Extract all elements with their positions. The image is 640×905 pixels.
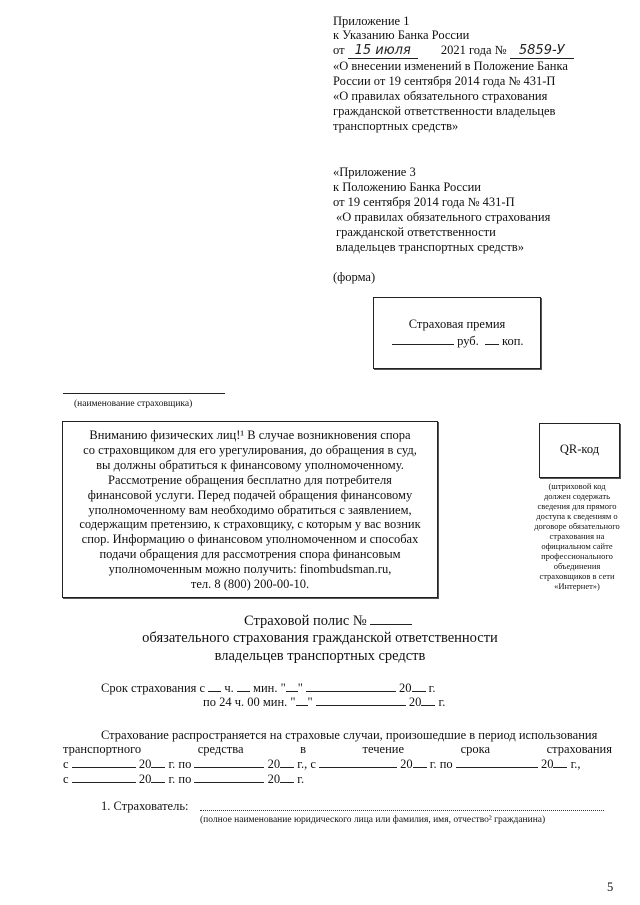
appendix-1-date-row — [333, 43, 574, 59]
qr-caption-line: должен содержать — [543, 491, 611, 501]
year-prefix: 20 — [540, 757, 554, 771]
rub-blank[interactable] — [392, 333, 454, 345]
quote-close: " — [297, 681, 303, 695]
quote-close: " — [307, 695, 313, 709]
notice-line: со страховщиком для его урегулирования, до обращения в суд, — [83, 442, 417, 457]
period3-start-year[interactable] — [151, 771, 165, 783]
term-start-month[interactable] — [306, 680, 396, 692]
handwritten-number: 5859-У — [510, 44, 574, 59]
period2-end[interactable] — [456, 756, 538, 768]
year-prefix: 20 — [400, 757, 413, 771]
notice-line: финансовой услуги. Перед подачей обращения финансовому — [87, 487, 413, 502]
term-start-hour[interactable] — [208, 680, 221, 692]
qr-caption-line: сведения для прямого — [537, 501, 617, 511]
from-label: с — [63, 772, 69, 786]
appendix-3-line6: владельцев транспортных средств» — [336, 240, 524, 254]
period2-start-year[interactable] — [413, 756, 427, 768]
period1-end[interactable] — [194, 756, 264, 768]
qr-caption-line: «Интернет») — [554, 581, 600, 591]
qr-caption-line: объединения — [553, 561, 601, 571]
policy-title-text: Страховой полис № — [244, 613, 367, 629]
form-label: (форма) — [333, 270, 376, 284]
qr-caption-line: договоре обязательного — [534, 521, 620, 531]
from-label: с — [63, 757, 69, 771]
coverage-word: транспортного — [63, 742, 142, 756]
rub-label: руб. — [457, 334, 479, 348]
policy-subtitle-1: обязательного страхования гражданской ответственности — [142, 630, 498, 646]
policy-number-blank[interactable] — [370, 612, 412, 625]
year-suffix: г., — [570, 757, 581, 771]
qr-caption-line: профессионального — [541, 551, 613, 561]
insured-caption: (полное наименование юридического лица или фамилия, имя, отчество² гражданина) — [200, 815, 546, 825]
notice-line: уполномоченному вам необходимо обратиться с заявлением, — [88, 502, 412, 517]
notice-box — [62, 421, 438, 598]
year-suffix: г. — [438, 695, 446, 709]
coverage-line-2 — [63, 742, 612, 757]
period3-end[interactable] — [194, 771, 264, 783]
year-prefix: 20 — [267, 772, 281, 786]
kop-label: коп. — [502, 334, 524, 348]
coverage-word: средства — [197, 742, 244, 756]
appendix-1-line7: гражданской ответственности владельцев — [333, 104, 556, 118]
period1-end-year[interactable] — [280, 756, 294, 768]
appendix-1-ref: к Указанию Банка России — [333, 28, 470, 42]
term-end-month[interactable] — [316, 694, 406, 706]
term-from-label: Срок страхования с — [101, 681, 206, 695]
premium-title: Страховая премия — [408, 317, 506, 331]
policy-title — [244, 612, 412, 629]
year-text: 2021 года № — [440, 43, 507, 57]
from-label: с — [310, 757, 316, 771]
qr-code-label: QR-код — [559, 442, 600, 456]
term-start-day[interactable] — [286, 680, 298, 692]
appendix-1-line5: России от 19 сентября 2014 года № 431-П — [333, 74, 556, 88]
notice-line: уполномоченным можно получить: finombudsman.ru, — [108, 562, 392, 577]
appendix-1-line8: транспортных средств» — [333, 119, 459, 133]
period2-start[interactable] — [319, 756, 397, 768]
appendix-3-line4: «О правилах обязательного страхования — [336, 210, 551, 224]
year-suffix: г. — [297, 772, 305, 786]
notice-line: Вниманию физических лиц!¹ В случае возникновения спора — [89, 428, 411, 442]
appendix-1-line6: «О правилах обязательного страхования — [333, 89, 548, 103]
coverage-word: в — [300, 742, 306, 756]
period1-start-year[interactable] — [151, 756, 165, 768]
year-prefix: 20 — [138, 757, 152, 771]
qr-caption-line: (штриховой код — [548, 481, 606, 491]
qr-caption-line: страхования на — [549, 531, 605, 541]
year-suffix: г., — [297, 757, 308, 771]
coverage-line-1: Страхование распространяется на страховые случаи, произошедшие в период использования — [101, 728, 598, 742]
insured-label: 1. Страхователь: — [101, 799, 189, 813]
appendix-3-date: от 19 сентября 2014 года № 431-П — [333, 195, 515, 209]
term-end-row — [203, 694, 445, 709]
qr-caption-line: официальном сайте — [541, 541, 613, 551]
coverage-period-row-2 — [63, 771, 304, 786]
appendix-3-line5: гражданской ответственности — [336, 225, 496, 239]
policy-subtitle-2: владельцев транспортных средств — [214, 648, 426, 664]
notice-line: подачи обращения для рассмотрения спора финансовым — [99, 547, 401, 562]
notice-line: тел. 8 (800) 200-00-10. — [190, 577, 310, 591]
notice-line: содержащим претензию, к страховщику, с которым у вас возник — [79, 517, 421, 532]
year-prefix: 20 — [399, 681, 412, 695]
premium-amount-row — [392, 333, 524, 348]
appendix-3-title: «Приложение 3 — [333, 165, 416, 179]
insurer-name-line[interactable] — [63, 393, 225, 394]
minute-label: мин. " — [253, 681, 286, 695]
handwritten-date: 15 июля — [348, 44, 418, 59]
term-to-label: по 24 ч. 00 мин. " — [203, 695, 296, 709]
premium-box — [373, 297, 541, 369]
notice-line: вы должны обратиться к финансовому уполномоченному. — [96, 457, 404, 472]
term-start-year[interactable] — [412, 680, 426, 692]
insurer-caption: (наименование страховщика) — [74, 399, 193, 409]
notice-line: спор. Информацию о финансовом уполномоченном и способах — [81, 532, 419, 547]
hour-label: ч. — [224, 681, 234, 695]
year-prefix: 20 — [138, 772, 152, 786]
year-suffix: г. — [428, 681, 436, 695]
qr-code-box — [539, 423, 620, 478]
year-prefix: 20 — [408, 695, 422, 709]
year-prefix: 20 — [267, 757, 281, 771]
appendix-1-line4: «О внесении изменений в Положение Банка — [333, 59, 568, 73]
coverage-word: срока — [460, 742, 491, 756]
qr-caption-line: страховщиков в сети — [539, 571, 615, 581]
notice-line: Рассмотрение обращения бесплатно для потребителя — [108, 472, 392, 487]
from-prefix: от — [333, 43, 345, 57]
insured-name-line[interactable] — [200, 810, 604, 811]
page-number: 5 — [607, 880, 614, 894]
term-end-day[interactable] — [296, 694, 308, 706]
kop-blank[interactable] — [485, 333, 499, 345]
to-label: г. по — [168, 757, 192, 771]
period1-start[interactable] — [72, 756, 136, 768]
qr-caption — [522, 481, 632, 591]
to-label: г. по — [429, 757, 453, 771]
term-end-year[interactable] — [421, 694, 435, 706]
period3-end-year[interactable] — [280, 771, 294, 783]
coverage-period-row-1 — [63, 756, 581, 771]
coverage-word: страхования — [546, 742, 612, 756]
period3-start[interactable] — [72, 771, 136, 783]
appendix-1-title: Приложение 1 — [333, 14, 410, 28]
period2-end-year[interactable] — [553, 756, 567, 768]
term-start-minute[interactable] — [237, 680, 250, 692]
qr-caption-line: доступа к сведениям о — [536, 511, 618, 521]
to-label: г. по — [168, 772, 192, 786]
coverage-word: течение — [362, 742, 405, 756]
term-start-row — [101, 680, 436, 695]
appendix-3-ref: к Положению Банка России — [333, 180, 481, 194]
